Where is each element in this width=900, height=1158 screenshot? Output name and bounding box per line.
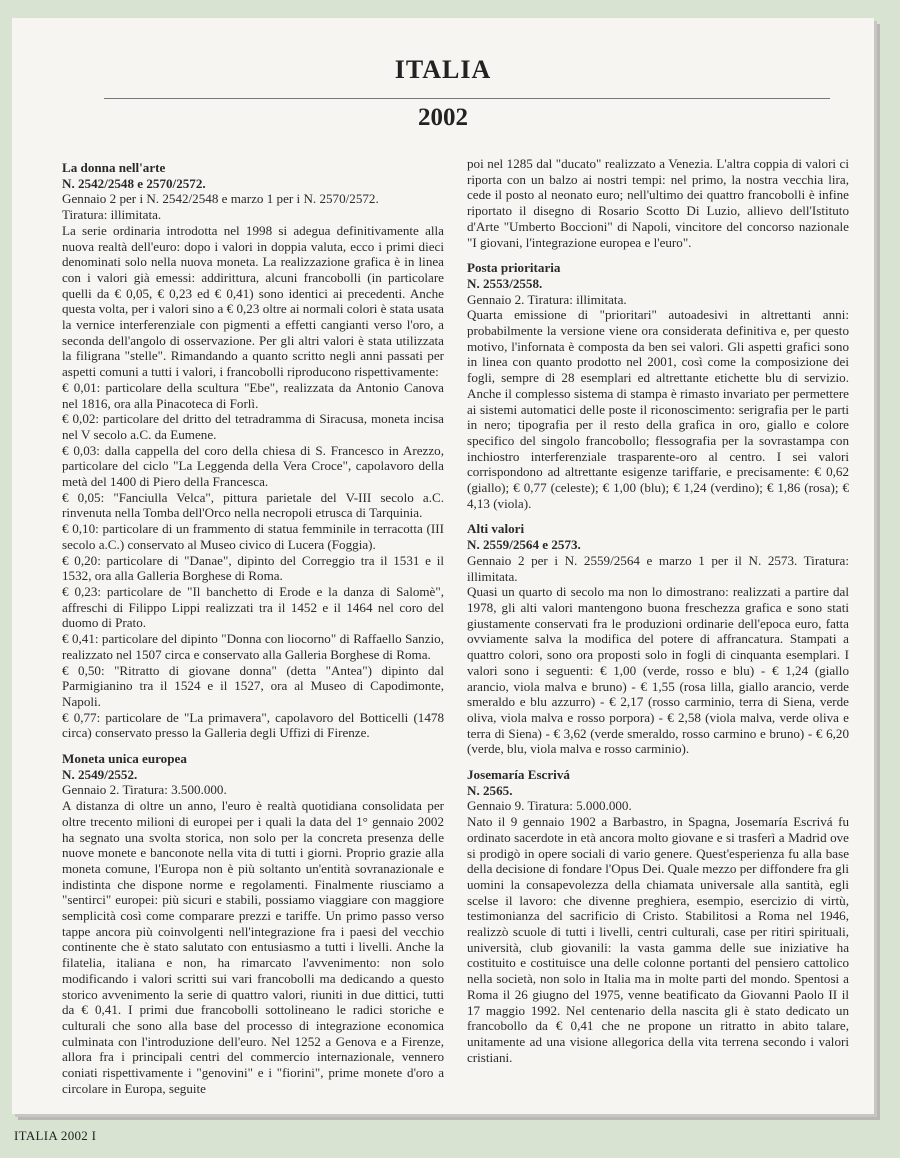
value-entry: € 0,77: particolare de "La primavera", capolavoro del Botticelli (1478 circa) conservato presso la Galleria degli Uffizi di Firenze. [62, 709, 444, 741]
section-dates: Gennaio 2 per i N. 2542/2548 e marzo 1 per i N. 2570/2572. [62, 191, 379, 207]
page-header [12, 56, 874, 84]
section-title: La donna nell'arte [62, 160, 166, 175]
section-paragraph: Quasi un quarto di secolo ma non lo dimostrano: realizzati a partire dal 1978, gli alti valori mantengono buona freschezza grafica e sono stati giustamente conservati fra le produzioni ordinarie dell'epoca euro, fatta ovviamente salva la modifica del potere di affrancatura. Stampati a quattro colori, sono ora proposti solo in fogli di cinquanta esemplari. I valori sono i seguenti: € 1,00 (verde, rosso e blu) - € 1,24 (giallo arancio, viola malva e bruno) - € 1,55 (rosa lilla, giallo arancio, verde smeraldo e blu azzurro) - € 2,17 (rosso carminio, terra di Siena, verde oliva, viola malva e rosso porpora) - € 2,58 (viola malva, verde oliva e terra di Siena) - € 3,62 (verde smeraldo, rosso carmino e bruno) - € 6,20 (verde, blu, viola malva e rosso carminio). [467, 584, 849, 757]
section-paragraph: La serie ordinaria introdotta nel 1998 si adegua definitivamente alla nuova realtà dell'euro: dopo i valori in doppia valuta, ecco i primi dieci denominati solo nella nuova moneta. La realizzazione grafica è in linea con i valori già emessi: addirittura, alcuni francobolli (in particolare quelli da € 0,05, € 0,23 ed € 0,41) sono identici ai precedenti. Anche questa volta, per i valori sino a € 0,23 oltre ai normali colori è stata usata la vernice interferenziale con pigmenti a effetti cangianti verso l'oro, a seconda dell'angolo di osservazione. Per gli altri valori è stata utilizzata la filigrana "stelle". Rimandando a quanto scritto negli anni passati per aspetti comuni a tutti i valori, i francobolli riproducono rispettivamente: [62, 222, 444, 380]
section-dates: Gennaio 9. Tiratura: 5.000.000. [467, 798, 632, 814]
page-title: ITALIA [394, 55, 492, 84]
section-number: N. 2542/2548 e 2570/2572. [62, 175, 206, 191]
section-number: N. 2559/2564 e 2573. [467, 537, 581, 553]
value-entry: € 0,03: dalla cappella del coro della chiesa di S. Francesco in Arezzo, particolare del ciclo "La Leggenda della Vera Croce", capolavoro della metà del 1400 di Piero della Francesca. [62, 442, 444, 490]
value-entry: € 0,20: particolare di "Danae", dipinto del Correggio tra il 1531 e il 1532, ora alla Galleria Borghese di Roma. [62, 552, 444, 584]
catalog-page [12, 18, 874, 1114]
section-donna-arte [62, 160, 444, 741]
value-entry: € 0,10: particolare di un frammento di statua femminile in terracotta (III secolo a.C.) conservato al Museo civico di Lucera (Foggia). [62, 521, 444, 552]
section-title: Josemaría Escrivá [467, 767, 570, 783]
page-footer: ITALIA 2002 I [14, 1128, 97, 1143]
value-entry: € 0,50: "Ritratto di giovane donna" (detta "Antea") dipinto dal Parmigianino tra il 1524 e il 1527, ora al Museo di Capodimonte, Napoli. [62, 662, 444, 709]
section-paragraph: A distanza di oltre un anno, l'euro è realtà quotidiana consolidata per oltre trecento milioni di europei per i quali la data del 1° gennaio 2002 ha segnato una svolta storica, non solo per la concreta presenza delle nuove monete e banconote nella vita di tutti i giorni. Proprio grazie alla moneta comune, l'Europa non è più soltanto un'entità sovranazionale e indistinta che dispone norme e regolamenti. Finalmente riusciamo a "sentirci" europei: più sicuri e stabili, possiamo viaggiare con maggiore semplicità così come comparare prezzi e tariffe. Un primo passo verso tappe ancora più coinvolgenti nell'integrazione fra i paesi del vecchio continente che è stato salutato con entusiasmo a tutti i livelli. Anche la filatelia, italiana e non, ha rimarcato l'avvenimento: non solo modificando i valori scritti sui vari francobolli ma dedicando a questo storico avvenimento la serie di quattro valori, riuniti in due dittici, tutti da € 0,41. I primi due francobolli sottolineano le radici storiche e culturali che sono alla base del processo di integrazione economica culminata con l'introduzione dell'euro. Nel 1252 a Genova e a Firenze, allora fra i principali centri del commercio internazionale, vennero coniati rispettivamente i "genovini" e i "fiorini", prime monete d'oro a circolare in Europa, seguite [62, 798, 444, 1096]
right-column [467, 156, 849, 1065]
section-alti-valori [467, 521, 849, 757]
section-title: Alti valori [467, 521, 525, 537]
header-divider [104, 98, 830, 99]
section-moneta-unica [62, 751, 444, 1096]
section-number: N. 2565. [467, 782, 513, 798]
section-dates: Gennaio 2 per i N. 2559/2564 e marzo 1 per il N. 2573. Tiratura: illimitata. [467, 552, 849, 584]
section-dates: Gennaio 2. Tiratura: illimitata. [467, 291, 627, 307]
left-column [62, 160, 444, 1096]
value-entry: € 0,23: particolare de "Il banchetto di Erode e la danza di Salomè", affreschi di Filippo Lippi realizzati tra il 1452 e il 1464 nel coro del duomo di Prato. [62, 583, 444, 631]
section-number: N. 2549/2552. [62, 766, 138, 782]
page-year: 2002 [418, 104, 468, 131]
section-escriva [467, 767, 849, 1065]
value-entry: € 0,02: particolare del dritto del tetradramma di Siracusa, moneta incisa nel V secolo a.C. da Eumene. [62, 411, 444, 442]
value-entry: € 0,05: "Fanciulla Velca", pittura parietale del V-III secolo a.C. rinvenuta nella Tomba dell'Orco nella necropoli etrusca di Tarquinia. [62, 489, 444, 521]
value-entry: € 0,01: particolare della scultura "Ebe", realizzata da Antonio Canova nel 1816, ora alla Pinacoteca di Forlì. [62, 379, 444, 411]
section-title: Posta prioritaria [467, 260, 561, 276]
section-paragraph-continued: poi nel 1285 dal "ducato" realizzato a Venezia. L'altra coppia di valori ci riporta con un balzo ai nostri tempi: nel primo, la nostra vecchia lira, cede il posto al neonato euro; nell'ultimo dei quattro francobolli è infine riportato il disegno di Rosario Scotto Di Luzio, allievo dell'Istituto d'Arte "Umberto Boccioni" di Napoli, vincitore del concorso nazionale "I giovani, l'integrazione europea e l'euro". [467, 156, 849, 250]
section-number: N. 2553/2558. [467, 275, 543, 291]
section-dates: Gennaio 2. Tiratura: 3.500.000. [62, 782, 227, 798]
section-paragraph: Quarta emissione di "prioritari" autoadesivi in altrettanti anni: probabilmente la versione viene ora considerata definitiva e, per questo motivo, l'infornata è composta da ben sei valori. Gli aspetti grafici sono in linea con quanto prodotto nel 2001, così come la composizione dei fogli, sempre di 28 esemplari ed altrettante etichette blu di servizio. Anche il complesso sistema di stampa è rimasto invariato per permettere ai sistemi automatici delle poste il riconoscimento: serigrafia per le parti in nero; tipografia per il resto della grafica in oro, giallo e colore specifico del singolo francobollo; flessografia per la sovrastampa con inchiostro interferenziale trasparente-oro al centro. I sei valori corrispondono ad altrettante esigenze tariffarie, e precisamente: € 0,62 (giallo); € 0,77 (celeste); € 1,00 (blu); € 1,24 (verdino); € 1,86 (rosa); € 4,13 (viola). [467, 307, 849, 511]
section-print-run: Tiratura: illimitata. [62, 207, 162, 223]
value-entry: € 0,41: particolare del dipinto "Donna con liocorno" di Raffaello Sanzio, realizzato nel 1507 circa e conservato alla Galleria Borghese di Roma. [62, 631, 444, 662]
section-posta-prioritaria [467, 260, 849, 511]
section-title: Moneta unica europea [62, 751, 187, 767]
section-paragraph: Nato il 9 gennaio 1902 a Barbastro, in Spagna, Josemaría Escrivá fu ordinato sacerdote in età ancora molto giovane e si trasferì a Madrid ove si prodigò in opere sociali di vario genere. Quest'esperienza fu alla base della decisione di fondare l'Opus Dei. Quale mezzo per diffondere fra gli uomini la consapevolezza della chiamata universale alla santità, egli scelse il lavoro: che divenne preghiera, esempio, esercizio di virtù, testimonianza del sacrificio di Cristo. Stabilitosi a Roma nel 1946, realizzò scuole di tutti i livelli, centri culturali, case per ritiri spirituali, università, club giovanili: la vasta gamma delle sue iniziative ha costituito e costituisce una delle colonne portanti del pensiero cattolico nella società, non solo in Italia ma in molte parti del mondo. Spentosi a Roma il 26 giugno del 1975, venne beatificato da Giovanni Paolo II il 17 maggio 1992. Nel centenario della nascita gli è stato dedicato un francobollo da € 0,41 che ne propone un ritratto in abito talare, unitamente ad una visione allegorica della vita terrena secondo i valori cristiani. [467, 814, 849, 1065]
